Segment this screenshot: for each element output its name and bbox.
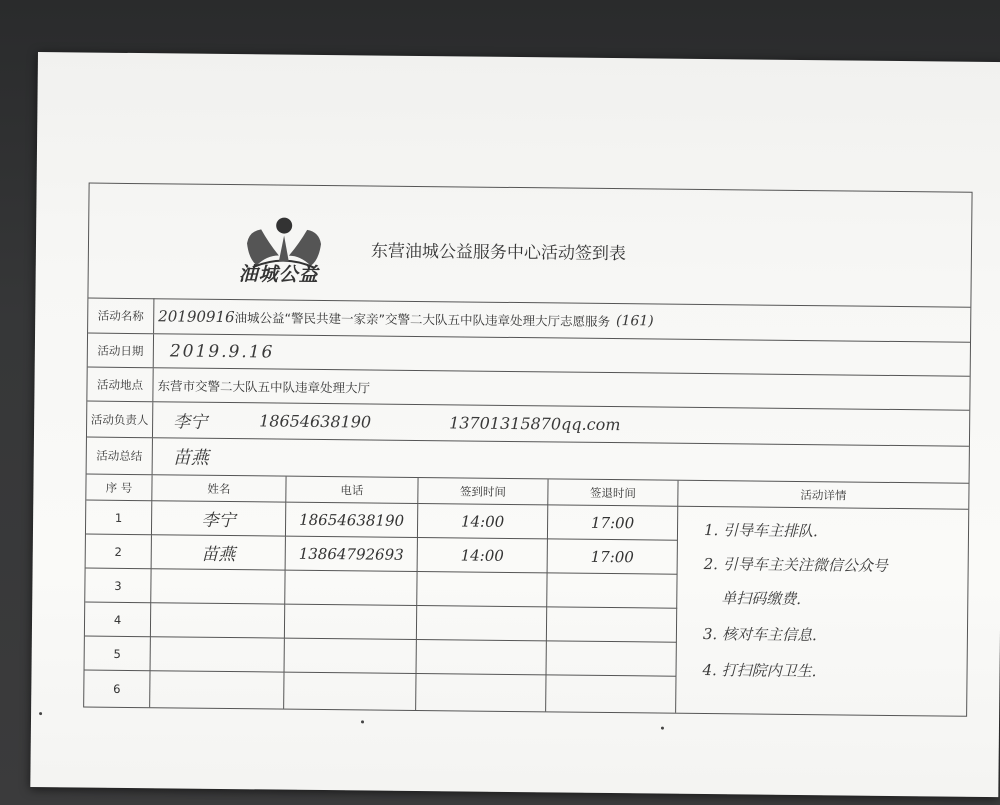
row-5-sign-out xyxy=(547,641,677,676)
row-2-phone: 13864792693 xyxy=(286,537,418,572)
value-activity-location-wrap xyxy=(157,368,370,403)
row-2-sign-in: 14:00 xyxy=(418,538,548,573)
header-sign-in: 签到时间 xyxy=(418,478,548,505)
row-1-name: 李宁 xyxy=(152,501,286,536)
label-activity-lead: 活动负责人 xyxy=(87,402,153,438)
detail-1: 1. 引导车主排队. xyxy=(703,521,818,541)
row-6-sign-out xyxy=(546,675,676,712)
header-no: 序 号 xyxy=(86,475,152,502)
lead-email: 13701315870qq.com xyxy=(449,413,621,435)
activity-location-value: 东营市交警二大队五中队违章处理大厅 xyxy=(157,377,371,395)
sign-in-form xyxy=(83,183,972,717)
label-activity-date: 活动日期 xyxy=(88,334,154,368)
row-2-sign-out: 17:00 xyxy=(548,539,678,574)
sign-in-table xyxy=(84,475,968,716)
value-activity-date-wrap xyxy=(170,334,275,368)
row-5-phone xyxy=(285,639,417,674)
row-3-phone xyxy=(285,571,417,606)
detail-2: 2. 引导车主关注微信公众号 xyxy=(703,554,888,575)
row-1-sign-out: 17:00 xyxy=(548,505,678,540)
row-5-no: 5 xyxy=(85,637,151,672)
value-activity-name-wrap xyxy=(158,298,654,338)
row-6-name xyxy=(150,671,284,708)
activity-details xyxy=(684,505,968,716)
paper-sheet xyxy=(30,52,1000,797)
detail-2-cont: 单扫码缴费. xyxy=(721,589,802,609)
row-3-sign-in xyxy=(417,572,547,607)
row-6-phone xyxy=(284,673,416,710)
value-activity-lead-wrap xyxy=(173,402,621,442)
paper-dot xyxy=(661,727,664,730)
row-2-name: 苗燕 xyxy=(152,535,286,570)
row-6-no: 6 xyxy=(84,671,150,708)
form-header xyxy=(88,184,971,308)
label-activity-location: 活动地点 xyxy=(87,368,153,402)
header-sign-out: 签退时间 xyxy=(548,479,678,506)
activity-code: 20190916 xyxy=(158,306,235,326)
header-name: 姓名 xyxy=(152,475,286,502)
row-5-sign-in xyxy=(417,640,547,675)
detail-3: 3. 核对车主信息. xyxy=(702,624,817,645)
lead-name: 李宁 xyxy=(173,412,208,433)
row-4-name xyxy=(151,603,285,638)
form-title: 东营油城公益服务中心活动签到表 xyxy=(370,241,627,265)
activity-number: (161) xyxy=(615,312,654,329)
row-3-name xyxy=(151,569,285,604)
row-4-no: 4 xyxy=(85,603,151,638)
row-4-sign-in xyxy=(417,606,547,641)
row-3-sign-out xyxy=(547,573,677,608)
row-6-sign-in xyxy=(416,674,546,711)
paper-dot xyxy=(361,720,364,723)
row-1-phone: 18654638190 xyxy=(286,503,418,538)
activity-date-value: 2019.9.16 xyxy=(169,340,275,362)
activity-name-value: 油城公益“警民共建一家亲”交警二大队五中队违章处理大厅志愿服务 xyxy=(234,309,611,329)
row-1-no: 1 xyxy=(86,501,152,536)
header-details: 活动详情 xyxy=(678,481,968,510)
row-2-no: 2 xyxy=(86,535,152,570)
row-1-sign-in: 14:00 xyxy=(418,504,548,539)
logo-text: 油城公益 xyxy=(238,263,319,286)
detail-4: 4. 打扫院内卫生. xyxy=(702,660,817,681)
label-activity-name: 活动名称 xyxy=(88,298,154,334)
header-phone: 电话 xyxy=(286,477,418,504)
lead-phone: 18654638190 xyxy=(259,411,372,432)
summary-value: 苗燕 xyxy=(172,447,209,469)
paper-dot xyxy=(39,712,42,715)
value-activity-summary-wrap xyxy=(173,438,209,474)
row-5-name xyxy=(151,637,285,672)
row-4-sign-out xyxy=(547,607,677,642)
row-3-no: 3 xyxy=(85,569,151,604)
row-4-phone xyxy=(285,605,417,640)
label-activity-summary: 活动总结 xyxy=(87,438,153,475)
